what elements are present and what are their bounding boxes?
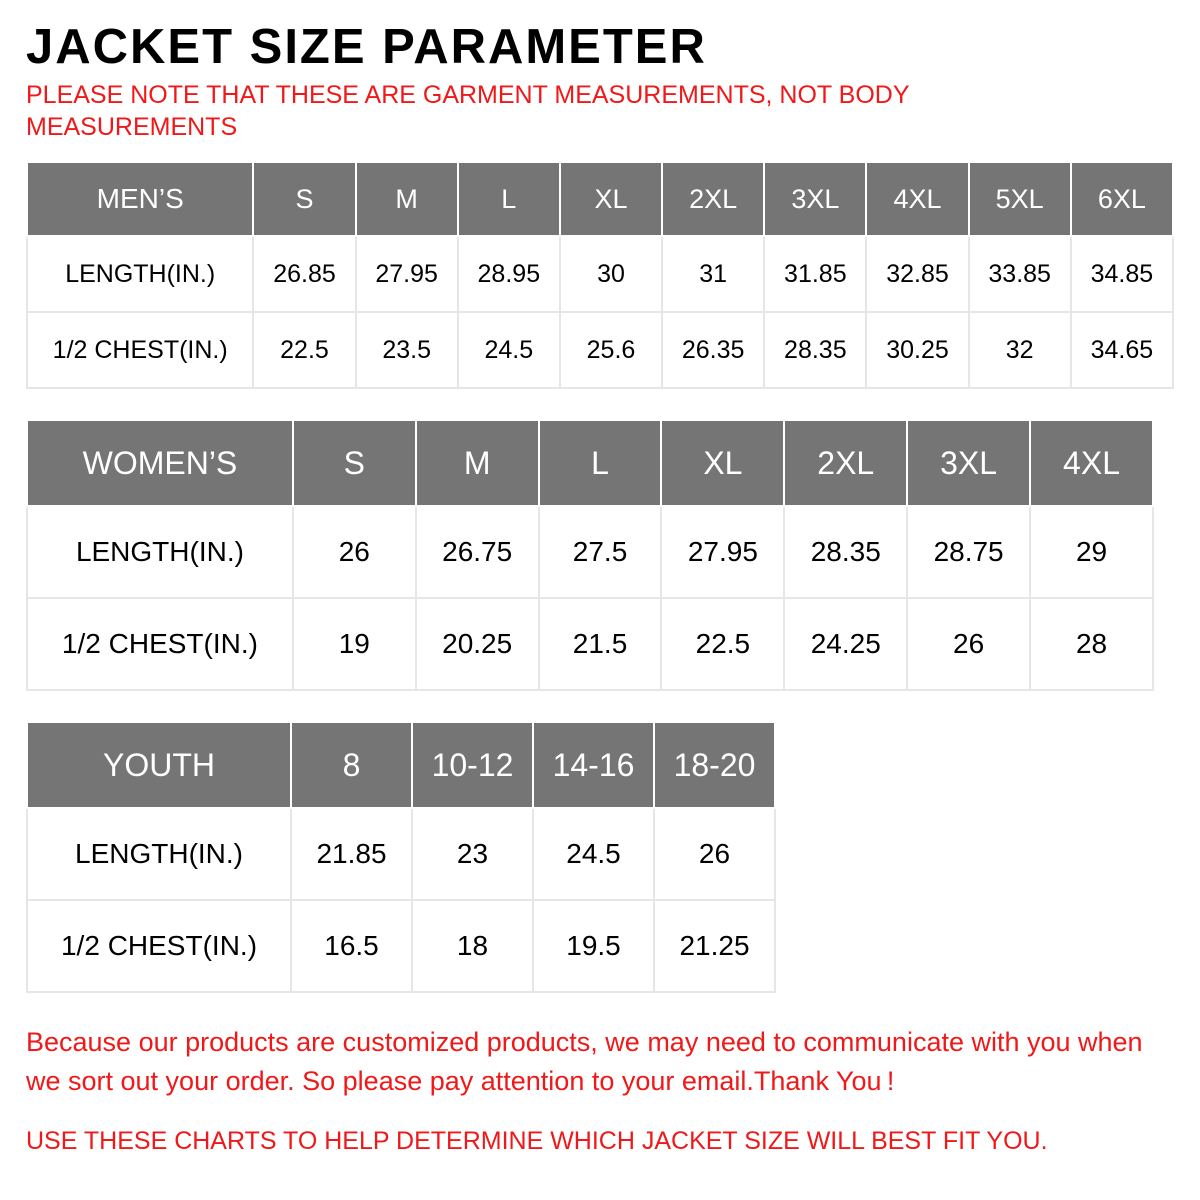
womens-header-m: M [416, 420, 539, 506]
youth-table-body [27, 808, 775, 992]
womens-header-xl: XL [661, 420, 784, 506]
chart-usage-note: USE THESE CHARTS TO HELP DETERMINE WHICH JACKET SIZE WILL BEST FIT YOU. [26, 1127, 1048, 1156]
womens-chest-m: 20.25 [416, 598, 539, 690]
youth-header-14-16: 14-16 [533, 722, 654, 808]
womens-header-2xl: 2XL [784, 420, 907, 506]
womens-length-label: LENGTH(IN.) [27, 506, 293, 598]
youth-length-10-12: 23 [412, 808, 533, 900]
youth-chest-18-20: 21.25 [654, 900, 775, 992]
youth-length-8: 21.85 [291, 808, 412, 900]
table-row [27, 312, 1173, 388]
youth-length-label: LENGTH(IN.) [27, 808, 291, 900]
womens-chest-label: 1/2 CHEST(IN.) [27, 598, 293, 690]
mens-chest-2xl: 26.35 [662, 312, 764, 388]
womens-length-3xl: 28.75 [907, 506, 1030, 598]
mens-header-category: MEN’S [27, 162, 253, 236]
mens-header-xl: XL [560, 162, 662, 236]
womens-chest-4xl: 28 [1030, 598, 1153, 690]
mens-length-5xl: 33.85 [969, 236, 1071, 312]
mens-chest-3xl: 28.35 [764, 312, 866, 388]
womens-chest-2xl: 24.25 [784, 598, 907, 690]
womens-length-l: 27.5 [539, 506, 662, 598]
womens-header-s: S [293, 420, 416, 506]
mens-chest-label: 1/2 CHEST(IN.) [27, 312, 253, 388]
womens-header-category: WOMEN’S [27, 420, 293, 506]
womens-length-xl: 27.95 [661, 506, 784, 598]
youth-chest-14-16: 19.5 [533, 900, 654, 992]
mens-length-label: LENGTH(IN.) [27, 236, 253, 312]
youth-header-10-12: 10-12 [412, 722, 533, 808]
table-header-row [27, 162, 1173, 236]
table-row [27, 506, 1153, 598]
table-header-row [27, 722, 775, 808]
youth-chest-label: 1/2 CHEST(IN.) [27, 900, 291, 992]
table-header-row [27, 420, 1153, 506]
womens-table-body [27, 506, 1153, 690]
womens-length-m: 26.75 [416, 506, 539, 598]
mens-chest-5xl: 32 [969, 312, 1071, 388]
mens-header-m: M [356, 162, 458, 236]
mens-chest-m: 23.5 [356, 312, 458, 388]
mens-chest-4xl: 30.25 [866, 312, 968, 388]
youth-length-14-16: 24.5 [533, 808, 654, 900]
womens-chest-s: 19 [293, 598, 416, 690]
mens-table-body [27, 236, 1173, 388]
womens-header-4xl: 4XL [1030, 420, 1153, 506]
table-row [27, 808, 775, 900]
mens-length-3xl: 31.85 [764, 236, 866, 312]
mens-size-table [26, 161, 1174, 389]
mens-length-2xl: 31 [662, 236, 764, 312]
womens-table-header [27, 420, 1153, 506]
garment-measurement-note: PLEASE NOTE THAT THESE ARE GARMENT MEASUREMENTS, NOT BODY MEASUREMENTS [26, 81, 910, 142]
womens-length-4xl: 29 [1030, 506, 1153, 598]
mens-header-4xl: 4XL [866, 162, 968, 236]
womens-size-table [26, 419, 1154, 691]
youth-size-table [26, 721, 776, 993]
womens-chest-xl: 22.5 [661, 598, 784, 690]
youth-header-category: YOUTH [27, 722, 291, 808]
mens-chest-xl: 25.6 [560, 312, 662, 388]
youth-table-header [27, 722, 775, 808]
mens-header-6xl: 6XL [1071, 162, 1173, 236]
youth-chest-10-12: 18 [412, 900, 533, 992]
mens-header-3xl: 3XL [764, 162, 866, 236]
womens-chest-3xl: 26 [907, 598, 1030, 690]
mens-length-4xl: 32.85 [866, 236, 968, 312]
table-row [27, 236, 1173, 312]
womens-header-l: L [539, 420, 662, 506]
mens-chest-s: 22.5 [253, 312, 355, 388]
womens-header-3xl: 3XL [907, 420, 1030, 506]
mens-header-s: S [253, 162, 355, 236]
youth-length-18-20: 26 [654, 808, 775, 900]
mens-header-5xl: 5XL [969, 162, 1071, 236]
mens-length-l: 28.95 [458, 236, 560, 312]
youth-header-18-20: 18-20 [654, 722, 775, 808]
mens-length-xl: 30 [560, 236, 662, 312]
womens-chest-l: 21.5 [539, 598, 662, 690]
mens-chest-6xl: 34.65 [1071, 312, 1173, 388]
mens-length-6xl: 34.85 [1071, 236, 1173, 312]
mens-header-2xl: 2XL [662, 162, 764, 236]
mens-header-l: L [458, 162, 560, 236]
mens-length-m: 27.95 [356, 236, 458, 312]
youth-chest-8: 16.5 [291, 900, 412, 992]
table-row [27, 598, 1153, 690]
youth-header-8: 8 [291, 722, 412, 808]
mens-length-s: 26.85 [253, 236, 355, 312]
customization-note: Because our products are customized products, we may need to communicate with you when we sort out your order. So please pay attention to your email.Thank You ! [26, 1027, 1143, 1096]
womens-length-s: 26 [293, 506, 416, 598]
mens-chest-l: 24.5 [458, 312, 560, 388]
womens-length-2xl: 28.35 [784, 506, 907, 598]
mens-table-header [27, 162, 1173, 236]
table-row [27, 900, 775, 992]
page-title: JACKET SIZE PARAMETER [26, 20, 707, 74]
